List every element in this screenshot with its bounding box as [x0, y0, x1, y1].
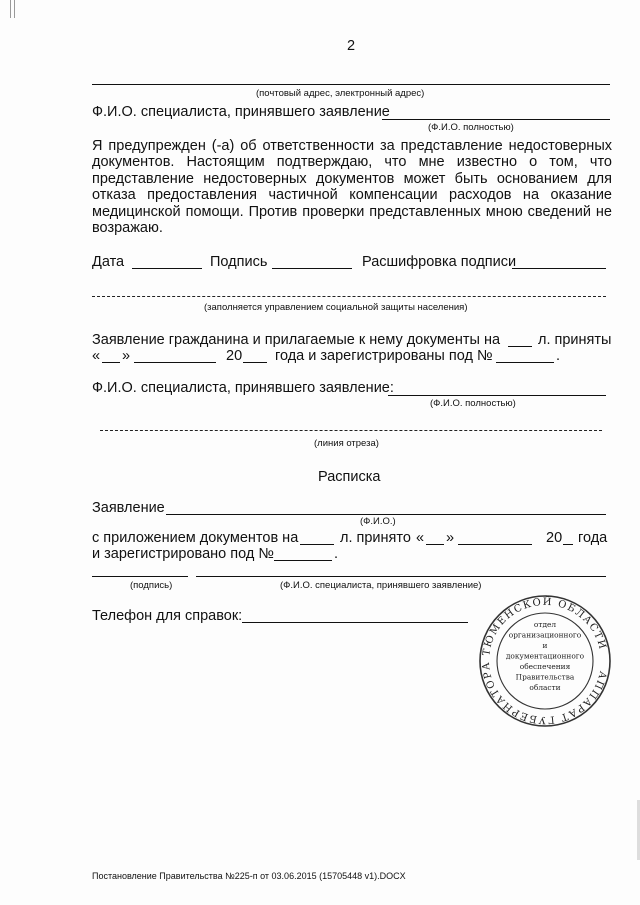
receipt-specialist-line[interactable]	[196, 576, 606, 577]
specialist-fio-line[interactable]	[382, 119, 610, 120]
seal-line: области	[529, 683, 561, 692]
specialist-label-2: Ф.И.О. специалиста, принявшего заявление:	[92, 380, 394, 396]
receipt-statement-label: Заявление	[92, 500, 165, 516]
seal-line: отдел	[533, 620, 557, 629]
address-line	[92, 84, 610, 85]
year-prefix: 20	[226, 348, 243, 364]
page-number: 2	[347, 38, 356, 54]
receipt-month-field[interactable]	[458, 544, 532, 545]
fio-full-caption: (Ф.И.О. полностью)	[428, 122, 514, 133]
receipt-number-field[interactable]	[274, 560, 332, 561]
seal-line: Правительства	[515, 672, 575, 682]
month-field[interactable]	[134, 362, 216, 363]
scan-mark	[10, 0, 11, 18]
receipt-year-prefix: 20	[546, 530, 563, 546]
receipt-specialist-caption: (Ф.И.О. специалиста, принявшего заявление)	[280, 580, 482, 591]
phone-field[interactable]	[242, 622, 468, 623]
period: .	[556, 348, 561, 364]
office-separator	[92, 296, 606, 297]
receipt-pages-field[interactable]	[300, 544, 334, 545]
warning-paragraph: Я предупрежден (-а) об ответственности за представление недостоверных документов. Настоящим подтверждаю, что мне известно о том, что представление недостоверных документов может быть основанием для отказа предоставления частичной компенсации расходов на оказание медицинской помощи. Против проверки представленных мною сведений не возражаю.	[92, 138, 612, 237]
receipt-registered-label: и зарегистрировано под №	[92, 546, 274, 562]
signature-decode-label: Расшифровка подписи	[362, 254, 517, 270]
fio-full-caption-2: (Ф.И.О. полностью)	[430, 398, 516, 409]
receipt-accepted-label: л. принято	[340, 530, 411, 546]
pages-field[interactable]	[508, 346, 532, 347]
specialist-fio-line-2[interactable]	[388, 395, 606, 396]
quote-close: »	[122, 348, 131, 364]
quote-open: «	[92, 348, 101, 364]
receipt-day-field[interactable]	[426, 544, 444, 545]
receipt-quote-close: »	[446, 530, 455, 546]
cut-line	[100, 430, 602, 431]
date-label: Дата	[92, 254, 125, 270]
receipt-fio-caption: (Ф.И.О.)	[360, 516, 396, 527]
cut-line-caption: (линия отреза)	[314, 438, 379, 449]
specialist-label: Ф.И.О. специалиста, принявшего заявление	[92, 104, 390, 120]
footer-document-id: Постановление Правительства №225-п от 03.06.2015 (15705448 v1).DOCX	[92, 871, 406, 881]
seal-line: и	[542, 641, 548, 650]
seal-line: обеспечения	[519, 662, 571, 671]
signature-decode-field[interactable]	[512, 268, 606, 269]
signature-field[interactable]	[272, 268, 352, 269]
date-field[interactable]	[132, 268, 202, 269]
acceptance-text: Заявление гражданина и прилагаемые к нему документы на	[92, 332, 501, 348]
receipt-year-label: года	[578, 530, 608, 546]
acceptance-pages-label: л. приняты	[538, 332, 612, 348]
receipt-title: Расписка	[318, 469, 381, 485]
receipt-quote-open: «	[416, 530, 425, 546]
office-caption: (заполняется управлением социальной защиты населения)	[204, 302, 468, 313]
receipt-year-field[interactable]	[563, 544, 573, 545]
receipt-fio-line[interactable]	[166, 514, 606, 515]
address-caption: (почтовый адрес, электронный адрес)	[256, 88, 425, 99]
receipt-period: .	[334, 546, 339, 562]
seal-outer-text: АППАРАТ ГУБЕРНАТОРА ТЮМЕНСКОЙ ОБЛАСТИ	[480, 596, 609, 726]
receipt-signature-line[interactable]	[92, 576, 188, 577]
registration-number-field[interactable]	[496, 362, 554, 363]
seal-line: организационного	[508, 630, 582, 640]
seal-line: документационного	[505, 651, 585, 661]
scan-mark	[14, 0, 15, 18]
signature-label: Подпись	[210, 254, 268, 270]
registration-label: года и зарегистрированы под №	[275, 348, 493, 364]
phone-label: Телефон для справок:	[92, 608, 243, 624]
day-field[interactable]	[102, 362, 120, 363]
receipt-sign-caption: (подпись)	[130, 580, 173, 591]
year-field[interactable]	[243, 362, 267, 363]
official-seal	[478, 594, 612, 728]
receipt-attachments-label: с приложением документов на	[92, 530, 299, 546]
